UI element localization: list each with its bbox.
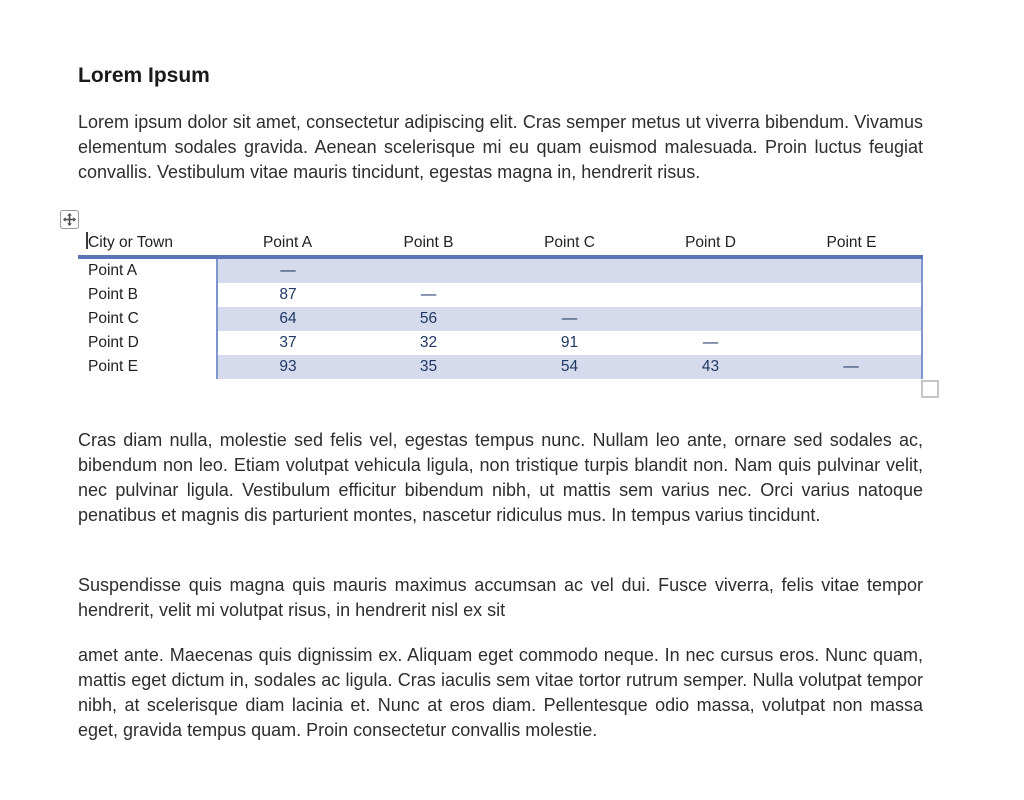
table-row[interactable] [78, 355, 922, 379]
column-header[interactable]: Point A [217, 230, 358, 257]
distance-cell[interactable] [640, 257, 781, 283]
distance-cell[interactable]: 43 [640, 355, 781, 379]
distance-cell[interactable]: 91 [560, 334, 579, 351]
distance-cell[interactable]: — [499, 307, 640, 331]
text-cursor [86, 232, 88, 249]
paragraph[interactable]: amet ante. Maecenas quis dignissim ex. Aliquam eget commodo neque. In nec cursus eros. Nunc quam, mattis eget dictum in, sodales ac ligula. Cras iaculis sem vitae tortor rutrum semper. Nulla volutpat tempor nibh, at scelerisque diam lacinia et. Nunc at eros diam. Pellentesque odio massa, volutpat non massa eget, gravida tempus quam. Proin consectetur convallis molestie. [78, 645, 923, 740]
column-header[interactable]: Point B [358, 230, 499, 257]
distance-cell[interactable]: — [217, 257, 358, 283]
distance-cell[interactable]: — [781, 355, 922, 379]
distance-cell[interactable] [640, 307, 781, 331]
table-resize-handle[interactable] [921, 380, 939, 398]
row-label-cell[interactable]: Point E [78, 355, 217, 379]
distance-cell[interactable]: 35 [358, 355, 499, 379]
paragraph[interactable]: Lorem ipsum dolor sit amet, consectetur adipiscing elit. Cras semper metus ut viverra bibendum. Vivamus elementum sodales gravida. Aenean scelerisque mi eu quam euismod malesuada. Proin luctus feugiat convallis. Vestibulum vitae mauris tincidunt, egestas magna in, hendrerit risus. [78, 112, 923, 182]
distance-cell[interactable] [781, 331, 922, 355]
distance-cell[interactable] [499, 283, 640, 307]
document-heading[interactable]: Lorem Ipsum [78, 64, 210, 87]
column-header[interactable]: Point C [499, 230, 640, 257]
paragraph[interactable]: Cras diam nulla, molestie sed felis vel, egestas tempus nunc. Nullam leo ante, ornare sed sodales ac, bibendum non leo. Etiam volutpat vehicula ligula, non tristique turpis blandit non. Nam quis pulvinar velit, nec pulvinar ligula. Vestibulum efficitur bibendum nibh, ut mattis sem varius nec. Orci varius natoque penatibus et magnis dis parturient montes, nascetur ridiculus mus. In tempus varius tincidunt. [78, 430, 923, 525]
paragraph[interactable]: Suspendisse quis magna quis mauris maximus accumsan ac vel dui. Fusce viverra, felis vitae tempor hendrerit, velit mi volutpat risus, in hendrerit nisl ex sit [78, 575, 923, 620]
distance-cell[interactable]: 93 [217, 355, 358, 379]
row-label-cell[interactable]: Point D [78, 331, 217, 355]
distance-cell[interactable] [781, 257, 922, 283]
table-body[interactable] [78, 257, 922, 379]
row-label-cell[interactable]: Point A [78, 257, 217, 283]
column-header[interactable]: City or Town [78, 230, 217, 257]
distance-cell[interactable]: 87 [217, 283, 358, 307]
table-row[interactable] [78, 307, 922, 331]
table-row[interactable] [78, 283, 922, 307]
distance-cell[interactable] [781, 283, 922, 307]
column-header[interactable]: Point D [640, 230, 781, 257]
column-header[interactable]: Point E [781, 230, 922, 257]
distance-cell[interactable]: — [420, 286, 437, 303]
row-label-cell[interactable]: Point C [78, 307, 217, 331]
distance-cell[interactable]: 37 [217, 331, 358, 355]
distance-cell[interactable]: 56 [358, 307, 499, 331]
table-header-row[interactable] [78, 230, 922, 257]
distance-cell[interactable] [358, 257, 499, 283]
table-row[interactable] [78, 331, 922, 355]
distance-table[interactable] [78, 230, 923, 379]
distance-cell[interactable]: — [702, 334, 719, 351]
table-row[interactable] [78, 257, 922, 283]
table-move-icon[interactable] [60, 210, 79, 229]
distance-cell[interactable] [640, 283, 781, 307]
distance-cell[interactable] [781, 307, 922, 331]
row-label-cell[interactable]: Point B [78, 283, 217, 307]
distance-cell[interactable]: 64 [217, 307, 358, 331]
distance-cell[interactable]: 32 [419, 334, 438, 351]
distance-cell[interactable] [499, 257, 640, 283]
distance-cell[interactable]: 54 [499, 355, 640, 379]
